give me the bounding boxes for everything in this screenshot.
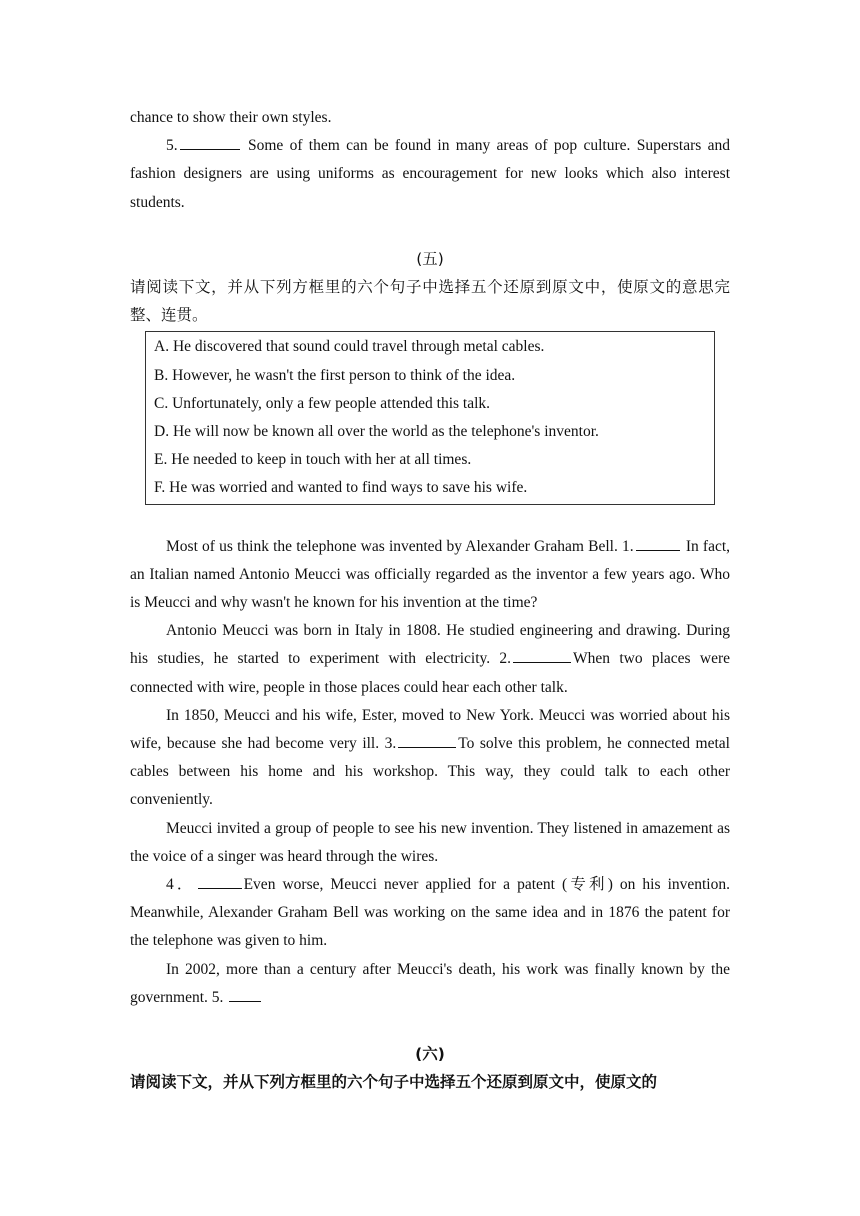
answer-blank[interactable] [180, 134, 240, 150]
passage-paragraph-4: Meucci invited a group of people to see his new invention. They listened in amazement as the voice of a singer was heard through the wires. [130, 819, 730, 865]
paragraph-text: Even worse, Meucci never applied for a patent (专利) on his invention. Meanwhile, Alexander Graham Bell was working on the same idea and in 1876 the patent for the telephone was given to him. [130, 876, 730, 950]
option-b: B. However, he wasn't the first person to think of the idea. [154, 366, 516, 384]
answer-blank-5[interactable] [229, 986, 261, 1002]
item-5-paragraph [130, 132, 730, 217]
option-f: F. He was worried and wanted to find ways to save his wife. [154, 479, 528, 497]
intro-line: chance to show their own styles. [130, 109, 332, 126]
option-c: C. Unfortunately, only a few people attended this talk. [154, 394, 491, 412]
section-6-instruction: 请阅读下文，并从下列方框里的六个句子中选择五个还原到原文中，使原文的 [130, 1073, 658, 1092]
option-d: D. He will now be known all over the world as the telephone's inventor. [154, 423, 599, 441]
paragraph-text: Most of us think the telephone was invented by Alexander Graham Bell. 1. [166, 537, 634, 555]
option-a: A. He discovered that sound could travel through metal cables. [154, 338, 545, 356]
document-content [130, 104, 730, 1097]
passage-paragraph-3 [130, 702, 730, 815]
paragraph-text: In 2002, more than a century after Meucci's death, his work was finally known by the government. 5. [130, 960, 730, 1006]
section-5-instruction: 请阅读下文，并从下列方框里的六个句子中选择五个还原到原文中，使原文的意思完整、连贯。 [130, 278, 730, 325]
paragraph-text: In fact, an Italian named Antonio Meucci was officially regarded as the inventor a few years ago. Who is Meucci and why wasn't he known for his invention at the time? [130, 537, 731, 612]
passage-paragraph-6 [130, 956, 730, 1012]
paragraph-text: To solve this problem, he connected metal cables between his home and his workshop. This way, they could talk to each other conveniently. [130, 735, 730, 809]
paragraph-text: In 1850, Meucci and his wife, Ester, moved to New York. Meucci was worried about his wife, because she had become very ill. 3. [130, 706, 730, 753]
answer-blank-4[interactable] [198, 873, 242, 889]
option-e: E. He needed to keep in touch with her at all times. [154, 451, 472, 469]
paragraph-text: Antonio Meucci was born in Italy in 1808. He studied engineering and drawing. During his studies, he started to experiment with electricity. 2. [130, 622, 730, 668]
paragraph-text: 4． [166, 876, 196, 894]
options-box [145, 331, 715, 504]
passage-paragraph-5 [130, 871, 730, 956]
section-6-heading: (六) [415, 1045, 445, 1064]
section-5-heading: (五) [416, 249, 444, 268]
answer-blank-1[interactable] [636, 535, 680, 551]
passage-paragraph-1 [130, 533, 730, 618]
paragraph-text: When two places were connected with wire, people in those places could hear each other talk. [130, 650, 730, 696]
answer-blank-3[interactable] [398, 732, 456, 748]
answer-blank-2[interactable] [513, 647, 571, 663]
item-5-number: 5. [166, 137, 178, 155]
item-5-text: Some of them can be found in many areas of pop culture. Superstars and fashion designers are using uniforms as encouragement for new looks which also interest students. [130, 137, 730, 211]
passage-paragraph-2 [130, 617, 730, 702]
